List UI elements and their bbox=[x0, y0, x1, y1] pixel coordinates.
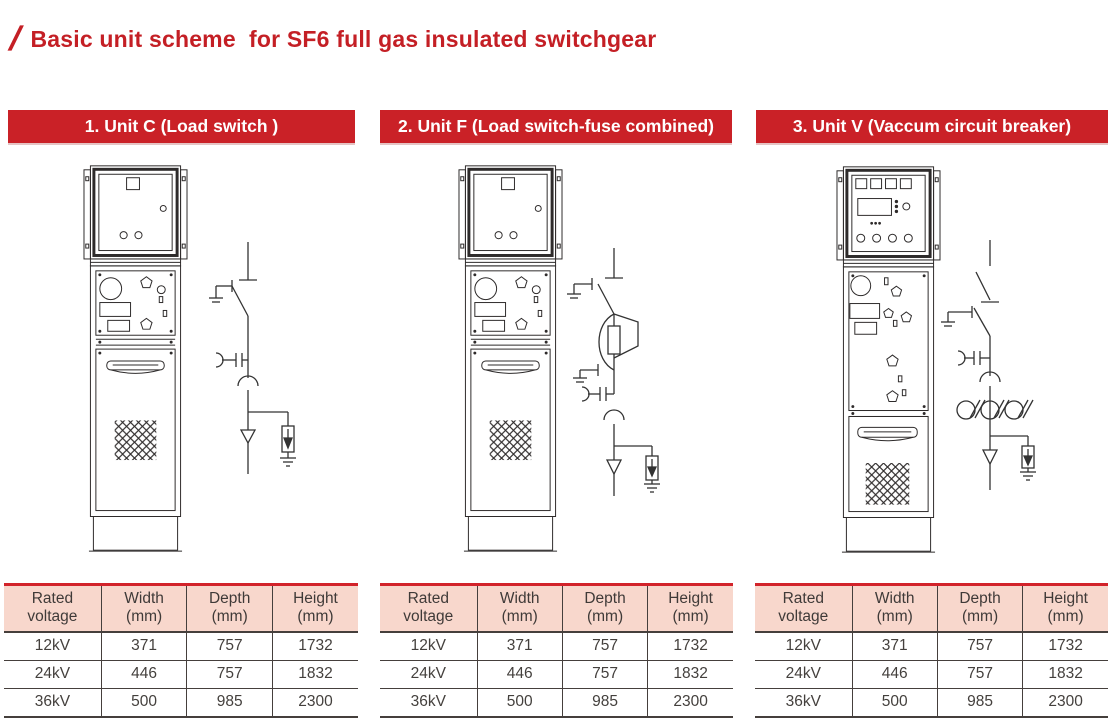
unit-c-dimensions-table bbox=[4, 583, 358, 718]
table-cell: 985 bbox=[187, 688, 273, 717]
unit-v-header-banner bbox=[756, 110, 1108, 143]
table-cell: 2300 bbox=[1048, 693, 1083, 711]
unit-c-header-label: 1. Unit C (Load switch ) bbox=[84, 116, 279, 136]
table-cell: 757 bbox=[937, 660, 1022, 688]
table-cell: 371 bbox=[477, 632, 562, 661]
table-cell: 757 bbox=[562, 660, 647, 688]
table-cell: 12kV bbox=[380, 632, 477, 661]
col-header-rated-voltage: Rated voltage bbox=[380, 585, 477, 632]
col-header-width: Width (mm) bbox=[852, 585, 937, 632]
unit-v-circuit-diagram bbox=[928, 240, 1058, 492]
page-title bbox=[10, 22, 656, 56]
col-header-width: Width (mm) bbox=[101, 585, 187, 632]
col-header-height: Height (mm) bbox=[272, 585, 358, 632]
table-cell: 1732 bbox=[673, 637, 708, 655]
table-header-row bbox=[755, 585, 1108, 632]
col-header-depth: Depth (mm) bbox=[187, 585, 273, 632]
table-row bbox=[755, 632, 1108, 661]
col-header-depth: Depth (mm) bbox=[562, 585, 647, 632]
page-title-text: Basic unit scheme for SF6 full gas insulated switchgear bbox=[30, 25, 657, 52]
table-cell: 2300 bbox=[298, 693, 333, 711]
table-cell: 12kV bbox=[4, 632, 101, 661]
table-cell: 1732 bbox=[1048, 637, 1083, 655]
table-cell: 500 bbox=[477, 688, 562, 717]
unit-v-dimensions-table bbox=[755, 583, 1108, 718]
col-header-rated-voltage: Rated voltage bbox=[4, 585, 101, 632]
unit-c-circuit-diagram bbox=[196, 242, 306, 477]
unit-v-cabinet-drawing bbox=[836, 164, 941, 557]
table-cell: 985 bbox=[562, 688, 647, 717]
table-cell: 36kV bbox=[380, 688, 477, 717]
table-row bbox=[755, 660, 1108, 688]
table-cell: 446 bbox=[477, 660, 562, 688]
table-cell: 24kV bbox=[4, 660, 101, 688]
table-cell: 1732 bbox=[298, 637, 333, 655]
table-header-row bbox=[4, 585, 358, 632]
table-row bbox=[380, 632, 733, 661]
unit-f-header-label: 2. Unit F (Load switch-fuse combined) bbox=[398, 116, 714, 136]
table-cell: 500 bbox=[852, 688, 937, 717]
table-cell: 1832 bbox=[298, 665, 333, 683]
table-row bbox=[4, 632, 358, 661]
unit-v-header-label: 3. Unit V (Vaccum circuit breaker) bbox=[792, 116, 1072, 136]
table-header-row bbox=[380, 585, 733, 632]
unit-f-header-banner bbox=[380, 110, 732, 143]
table-row bbox=[380, 688, 733, 717]
table-cell: 36kV bbox=[4, 688, 101, 717]
table-cell: 2300 bbox=[673, 693, 708, 711]
col-header-height: Height (mm) bbox=[648, 585, 733, 632]
table-row bbox=[4, 688, 358, 717]
unit-f-cabinet-drawing bbox=[458, 163, 563, 556]
table-cell: 24kV bbox=[380, 660, 477, 688]
table-row bbox=[380, 660, 733, 688]
table-cell: 757 bbox=[937, 632, 1022, 661]
table-cell: 1832 bbox=[1048, 665, 1083, 683]
title-slash-mark: / bbox=[8, 20, 22, 58]
table-cell: 36kV bbox=[755, 688, 852, 717]
table-cell: 446 bbox=[852, 660, 937, 688]
table-cell: 12kV bbox=[755, 632, 852, 661]
table-row bbox=[4, 660, 358, 688]
table-cell: 371 bbox=[101, 632, 187, 661]
col-header-rated-voltage: Rated voltage bbox=[755, 585, 852, 632]
table-row bbox=[755, 688, 1108, 717]
table-cell: 757 bbox=[562, 632, 647, 661]
table-cell: 24kV bbox=[755, 660, 852, 688]
table-cell: 985 bbox=[937, 688, 1022, 717]
table-cell: 1832 bbox=[673, 665, 708, 683]
col-header-width: Width (mm) bbox=[477, 585, 562, 632]
col-header-height: Height (mm) bbox=[1023, 585, 1108, 632]
col-header-depth: Depth (mm) bbox=[937, 585, 1022, 632]
table-cell: 500 bbox=[101, 688, 187, 717]
unit-f-circuit-diagram bbox=[552, 248, 682, 498]
unit-c-cabinet-drawing bbox=[83, 163, 188, 556]
table-cell: 446 bbox=[101, 660, 187, 688]
table-cell: 757 bbox=[187, 660, 273, 688]
table-cell: 757 bbox=[187, 632, 273, 661]
unit-c-header-banner bbox=[8, 110, 355, 143]
unit-f-dimensions-table bbox=[380, 583, 733, 718]
table-cell: 371 bbox=[852, 632, 937, 661]
